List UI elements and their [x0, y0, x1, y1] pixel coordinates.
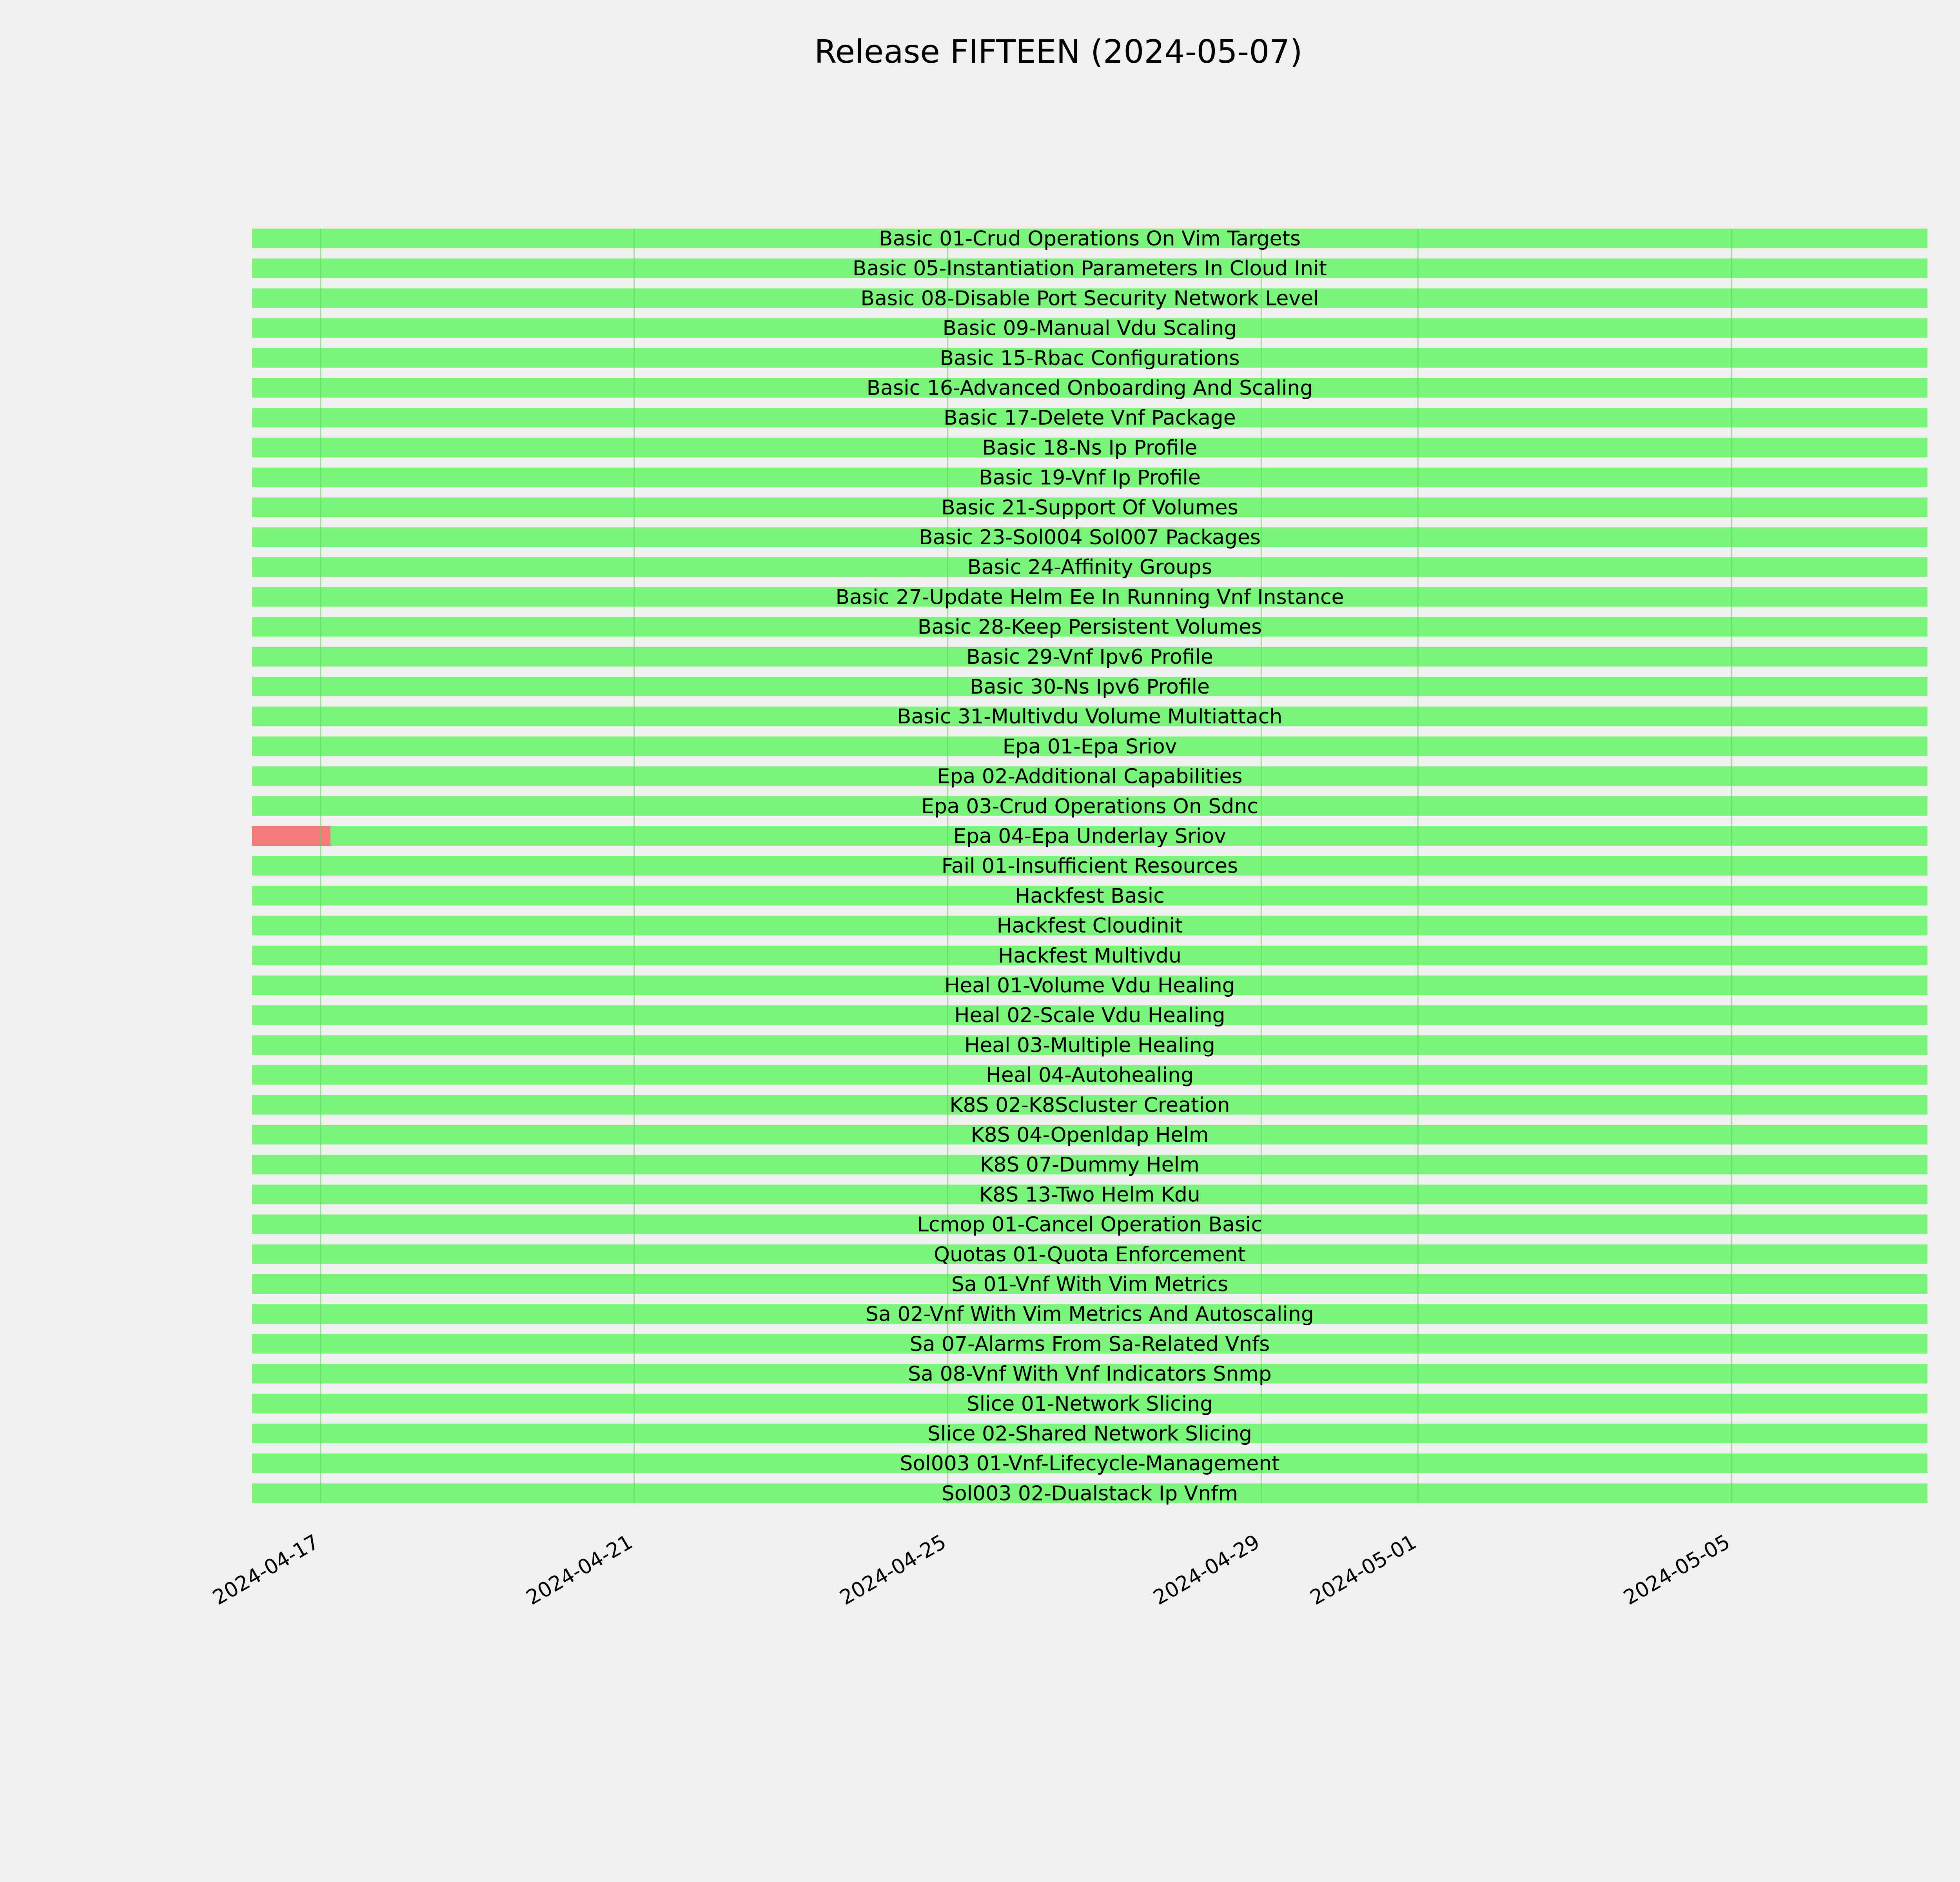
- bar-label: K8S 04-Openldap Helm: [971, 1123, 1209, 1147]
- bar-label: Basic 01-Crud Operations On Vim Targets: [878, 227, 1301, 251]
- bar-label: Sol003 01-Vnf-Lifecycle-Management: [900, 1452, 1280, 1476]
- bar-label: Sol003 02-Dualstack Ip Vnfm: [941, 1482, 1238, 1506]
- bar-label: Sa 02-Vnf With Vim Metrics And Autoscaling: [866, 1303, 1314, 1326]
- x-tick-label: 2024-04-17: [209, 1530, 323, 1610]
- bar-label: Basic 27-Update Helm Ee In Running Vnf Instance: [835, 585, 1344, 609]
- x-tick-label: 2024-04-25: [836, 1530, 951, 1610]
- bar-label: Basic 24-Affinity Groups: [967, 556, 1212, 579]
- bar-label: K8S 13-Two Helm Kdu: [979, 1183, 1200, 1207]
- bar-label: Epa 04-Epa Underlay Sriov: [953, 825, 1226, 848]
- bar-label: K8S 07-Dummy Helm: [980, 1153, 1200, 1177]
- bar-label: Hackfest Basic: [1015, 884, 1165, 908]
- bar-label: Basic 05-Instantiation Parameters In Cloud Init: [853, 257, 1327, 281]
- bar-label: Slice 01-Network Slicing: [966, 1392, 1213, 1416]
- bar-label: Basic 16-Advanced Onboarding And Scaling: [866, 376, 1313, 400]
- bar-label: Quotas 01-Quota Enforcement: [934, 1243, 1246, 1266]
- x-tick-label: 2024-05-01: [1306, 1530, 1421, 1610]
- bar-label: Basic 28-Keep Persistent Volumes: [917, 615, 1262, 639]
- bar-label: Basic 30-Ns Ipv6 Profile: [969, 675, 1210, 699]
- bar-label: Basic 08-Disable Port Security Network Level: [860, 287, 1319, 311]
- bar-label: Basic 29-Vnf Ipv6 Profile: [966, 645, 1213, 669]
- bar-label: Fail 01-Insufficient Resources: [941, 854, 1238, 878]
- chart-title: Release FIFTEEN (2024-05-07): [814, 33, 1303, 71]
- bar-label: Lcmop 01-Cancel Operation Basic: [917, 1213, 1263, 1237]
- bar-label: Epa 02-Additional Capabilities: [937, 765, 1243, 788]
- bar-label: Slice 02-Shared Network Slicing: [927, 1422, 1252, 1446]
- bar-segment-fail: [252, 826, 330, 846]
- bar-label: Basic 21-Support Of Volumes: [941, 496, 1238, 520]
- x-tick-label: 2024-04-29: [1149, 1530, 1264, 1610]
- bar-label: Basic 09-Manual Vdu Scaling: [942, 316, 1237, 340]
- bar-label: Basic 17-Delete Vnf Package: [944, 406, 1236, 430]
- bar-label: Epa 03-Crud Operations On Sdnc: [921, 794, 1258, 818]
- bar-label: Basic 23-Sol004 Sol007 Packages: [919, 526, 1261, 549]
- bar-label: Heal 01-Volume Vdu Healing: [944, 974, 1235, 997]
- bar-label: Basic 18-Ns Ip Profile: [982, 436, 1198, 460]
- bar-label: Heal 03-Multiple Healing: [964, 1034, 1215, 1057]
- bar-label: K8S 02-K8Scluster Creation: [949, 1093, 1230, 1117]
- bar-label: Sa 01-Vnf With Vim Metrics: [951, 1273, 1229, 1296]
- bar-label: Basic 31-Multivdu Volume Multiattach: [897, 705, 1283, 729]
- bar-label: Sa 07-Alarms From Sa-Related Vnfs: [909, 1332, 1270, 1356]
- bar-label: Heal 04-Autohealing: [985, 1063, 1194, 1087]
- bar-label: Basic 19-Vnf Ip Profile: [978, 466, 1201, 490]
- x-tick-label: 2024-05-05: [1619, 1530, 1734, 1610]
- bar-label: Epa 01-Epa Sriov: [1002, 735, 1177, 759]
- bar-label: Sa 08-Vnf With Vnf Indicators Snmp: [908, 1362, 1272, 1386]
- bar-label: Basic 15-Rbac Configurations: [940, 346, 1240, 370]
- x-tick-label: 2024-04-21: [522, 1530, 637, 1610]
- bar-label: Hackfest Multivdu: [998, 944, 1181, 968]
- x-axis-ticks: [209, 1530, 1734, 1610]
- bar-label: Hackfest Cloudinit: [996, 914, 1183, 938]
- bar-label: Heal 02-Scale Vdu Healing: [954, 1004, 1225, 1028]
